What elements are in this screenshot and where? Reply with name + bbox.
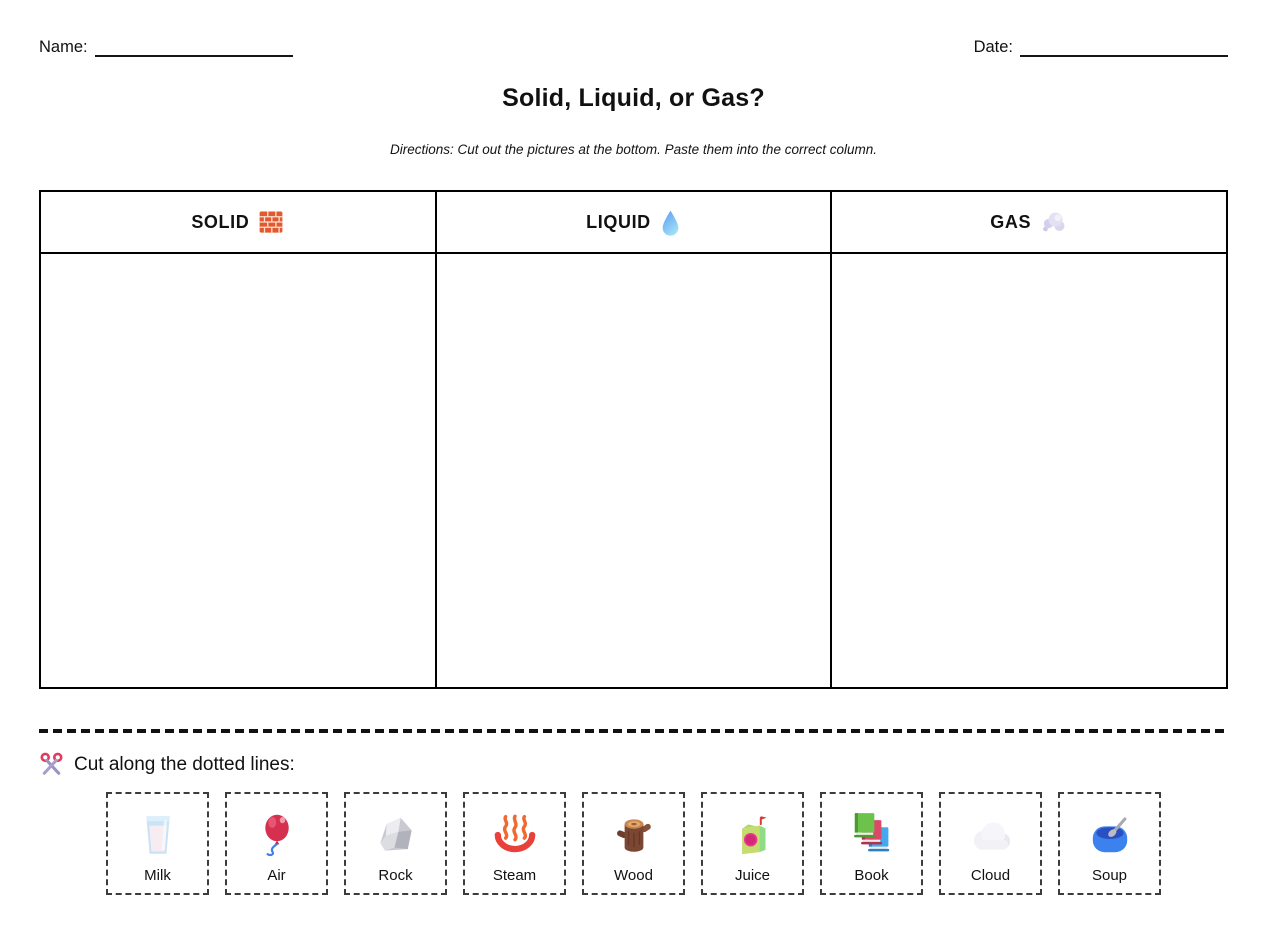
cut-instruction-row — [39, 752, 1228, 777]
card-label: Air — [267, 867, 286, 884]
brick-icon — [258, 209, 284, 235]
card-milk[interactable] — [106, 792, 209, 895]
card-steam[interactable] — [463, 792, 566, 895]
card-label: Book — [854, 867, 889, 884]
card-label: Wood — [614, 867, 653, 884]
cards-row — [39, 792, 1228, 895]
page-title: Solid, Liquid, or Gas? — [502, 84, 765, 112]
scissors-icon — [39, 752, 64, 777]
top-row — [39, 38, 1228, 57]
liquid-paste-area[interactable] — [436, 253, 832, 688]
card-book[interactable] — [820, 792, 923, 895]
name-input-line[interactable] — [95, 40, 293, 57]
card-soup[interactable] — [1058, 792, 1161, 895]
table-body-row — [40, 253, 1227, 688]
column-header-liquid — [436, 191, 832, 253]
balloon-icon — [252, 804, 302, 866]
steam-icon — [490, 804, 540, 866]
directions-text: Directions: Cut out the pictures at the bottom. Paste them into the correct column. — [390, 142, 877, 157]
droplet-icon — [660, 209, 681, 236]
cut-separator-line — [39, 729, 1228, 733]
name-label: Name: — [39, 38, 88, 56]
milk-glass-icon — [133, 804, 183, 866]
rock-icon — [371, 804, 421, 866]
card-label: Soup — [1091, 867, 1128, 884]
name-field — [39, 38, 293, 57]
card-label: Cloud — [970, 867, 1011, 884]
sorting-table — [39, 190, 1228, 689]
gas-paste-area[interactable] — [831, 253, 1227, 688]
gas-puff-icon — [1040, 209, 1068, 235]
card-label: Milk — [144, 867, 171, 884]
card-rock[interactable] — [344, 792, 447, 895]
solid-header-label: SOLID — [191, 211, 250, 232]
cut-instruction-label: Cut along the dotted lines: — [74, 753, 295, 775]
soup-bowl-icon — [1085, 804, 1135, 866]
column-header-gas — [831, 191, 1227, 253]
books-icon — [847, 804, 897, 866]
gas-header-label: GAS — [990, 211, 1032, 232]
table-header-row — [40, 191, 1227, 253]
date-label: Date: — [973, 38, 1013, 56]
card-label: Juice — [734, 867, 771, 884]
card-cloud[interactable] — [939, 792, 1042, 895]
wood-log-icon — [609, 804, 659, 866]
cloud-icon — [966, 804, 1016, 866]
juice-box-icon — [728, 804, 778, 866]
card-label: Steam — [492, 867, 537, 884]
column-header-solid — [40, 191, 436, 253]
card-juice[interactable] — [701, 792, 804, 895]
liquid-header-label: LIQUID — [586, 211, 651, 232]
date-input-line[interactable] — [1020, 40, 1228, 57]
date-field — [974, 38, 1228, 57]
solid-paste-area[interactable] — [40, 253, 436, 688]
card-air[interactable] — [225, 792, 328, 895]
card-wood[interactable] — [582, 792, 685, 895]
card-label: Rock — [378, 867, 413, 884]
